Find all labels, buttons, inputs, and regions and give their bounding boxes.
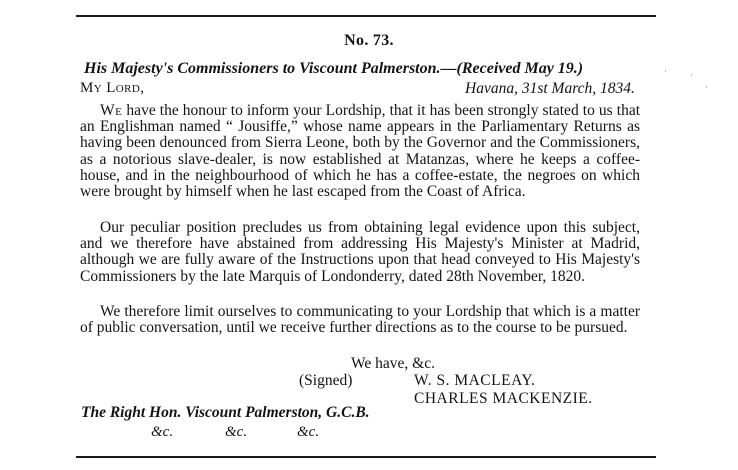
document-number: No. 73.: [344, 32, 394, 49]
ink-speck: ·: [690, 70, 693, 80]
paragraph-1: [80, 103, 640, 200]
etc-3: &c.: [297, 424, 320, 440]
paragraph-2: Our peculiar position precludes us from obtaining legal evidence upon this subject, and we therefore have abstained from addressing His Majesty's Minister at Madrid, although we are fully aware of the Instructions upon that head conveyed to His Majesty's Commissioners by the late Marquis of Londonderry, dated 28th November, 1820.: [80, 219, 640, 285]
top-rule: [76, 15, 656, 17]
ink-speck: ·: [664, 66, 667, 76]
closing-phrase: We have, &c.: [351, 355, 435, 372]
paragraph-1-text: have the honour to inform your Lordship, that it has been strongly stated to us that an Englishman named “ Jousiffe,” whose name appears in the Parliamentary Returns as having been denounced from Sierra Leone, both by the Governor and the Commissioners, as a notorious slave-dealer, is now established at Matanzas, where he keeps a coffee-house, and in the neighbourhood of which he has a coffee-estate, the negroes on which were brought by himself when he last escaped from the Coast of Africa.: [80, 102, 640, 201]
signatory-macleay: W. S. MACLEAY.: [414, 372, 536, 389]
etc-1: &c.: [151, 424, 174, 440]
ink-speck: ·: [705, 82, 708, 92]
signed-label: (Signed): [299, 372, 353, 389]
signatory-mackenzie: CHARLES MACKENZIE.: [414, 390, 593, 407]
salutation: My Lord,: [80, 80, 145, 96]
bottom-rule: [76, 456, 656, 458]
etc-2: &c.: [225, 424, 248, 440]
letter-heading: His Majesty's Commissioners to Viscount Palmerston.—(Received May 19.): [84, 60, 584, 77]
place-date: Havana, 31st March, 1834.: [465, 80, 635, 97]
paragraph-1-lead-word: We: [100, 102, 123, 119]
addressee: The Right Hon. Viscount Palmerston, G.C.B.: [81, 404, 370, 421]
paragraph-3: We therefore limit ourselves to communicating to your Lordship that which is a matter of public conversation, until we receive further directions as to the course to be pursued.: [80, 303, 640, 337]
